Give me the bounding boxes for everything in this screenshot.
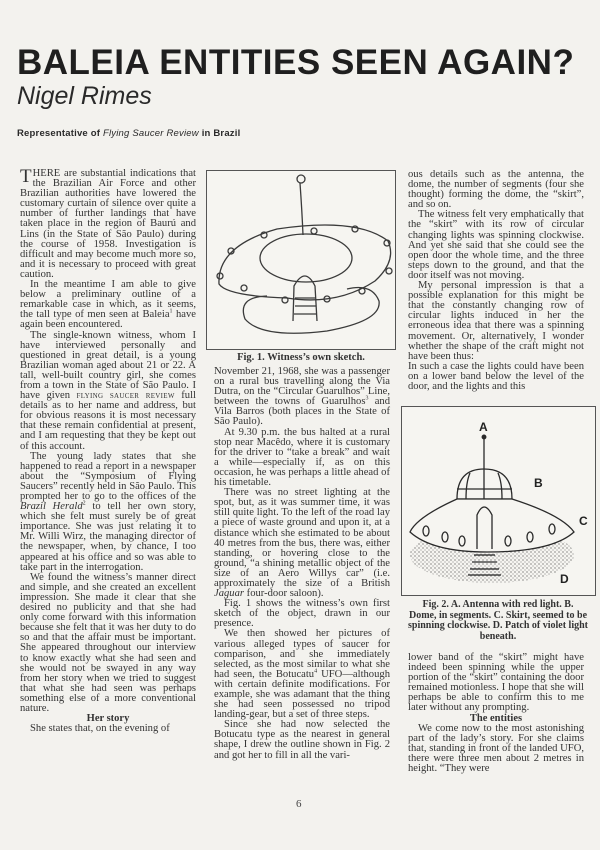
paragraph xyxy=(20,452,196,573)
car-name: Jaguar xyxy=(214,588,245,600)
paragraph-text: We then showed her pictures of various alleged types of saucer for comparison, and she immediately selected, as the most similar to what she had seen, the Botucatu xyxy=(214,628,390,680)
paragraph xyxy=(214,629,390,720)
label-d: D xyxy=(560,572,569,586)
paragraph xyxy=(20,166,196,280)
paragraph-text: November 21, 1968, she was a passenger on a rural bus travelling along the Via Dutra, on the “Circular Guarulhos” Line, between the towns of Guarulhos xyxy=(214,366,390,408)
paragraph xyxy=(214,488,390,599)
paragraph-text: In the meantime I am able to give below a preliminary outline of a remarkable case in which, as it seems, the tall type of men seen at Baleia xyxy=(20,279,196,321)
paragraph-text: full details as to her name and address, but for obvious reasons it is most necessary that these remain confidential at present, and I am requesting that they be kept out of this account. xyxy=(20,390,196,452)
byline-prefix: Representative of xyxy=(17,128,101,139)
ground-outline xyxy=(243,288,379,334)
footnote-ref: 3 xyxy=(365,395,369,402)
paragraph: At 9.30 p.m. the bus halted at a rural stop near Macêdo, where it is customary for the driver to “take a break” and wait a while—especially if, as on this occasion, he was perhaps a little ahead of his timetable. xyxy=(214,426,390,489)
footnote-ref: 4 xyxy=(314,668,318,675)
label-a: A xyxy=(479,420,488,434)
paragraph xyxy=(214,367,390,428)
antenna-light xyxy=(297,175,305,183)
paragraph-text: UFO—although with certain definite modifications. For example, she was adamant that the thing she had seen possessed no tripod landing-gear, but a set of three steps. xyxy=(214,668,390,721)
drop-cap: T xyxy=(20,166,32,187)
footnote-ref: 2 xyxy=(82,500,86,507)
paragraph: lower band of the “skirt” might have indeed been spinning while the upper portion of the “skirt” containing the door remained motionless. I hope that she will perhaps be able to confirm this to me later without any prompting. xyxy=(408,652,584,714)
paragraph-text: HERE are substantial indications that the Brazilian Air Force and other Brazilian authorities have lowered the customary curtain of silence over quite a number of further landings that have taken place in the region of Baurú and Lins (in the State of São Paulo) during the course of 1958. Investigation is difficult and may become much more so, and it is necessary to proceed with great caution. xyxy=(20,168,196,280)
byline-publication: Flying Saucer Review xyxy=(102,128,199,139)
antenna-light xyxy=(482,435,486,439)
newspaper-name: Brazil Herald xyxy=(20,501,83,513)
paragraph-text: have again been encountered. xyxy=(20,309,196,331)
paragraph-text: and Vila Barros (both places in the State of São Paulo). xyxy=(214,396,390,428)
paragraph xyxy=(20,331,196,452)
paragraph-text: The single-known witness, whom I have interviewed personally and questioned in great detail, is a young Brazilian woman aged about 21 or 22. A tall, well-built country girl, she comes from a town in the State of São Paulo. I have given xyxy=(20,329,196,402)
label-c: C xyxy=(579,514,588,528)
publication-name: flying saucer review xyxy=(76,391,175,402)
column-3 xyxy=(408,170,584,392)
ufo-sketch-drawing xyxy=(207,171,395,349)
paragraph: ous details such as the antenna, the dome, the number of segments (four she thought) forming the dome, the “skirt”, and so on. xyxy=(408,169,584,211)
paragraph: She states that, on the evening of xyxy=(30,723,170,735)
article-author: Nigel Rimes xyxy=(17,82,152,110)
section-heading-the-entities: The entities xyxy=(469,712,523,724)
byline-suffix: in Brazil xyxy=(201,128,241,139)
page-number: 6 xyxy=(296,798,302,810)
paragraph-text: There was no street lighting at the spot, but, as it was summer time, it was still quite light. To the left of the road lay a piece of waste ground and upon it, at a distance which she estimated to be about 40 metres from the bus, there was, either standing, or hovering close to the ground, “a shining metallic object of the size of an Aero Willys car” (i.e. approximately the size of a British xyxy=(214,487,390,589)
article-title: BALEIA ENTITIES SEEN AGAIN? xyxy=(17,43,575,82)
antenna-line xyxy=(300,183,303,235)
column-2 xyxy=(214,367,390,761)
figure-1-caption: Fig. 1. Witness’s own sketch. xyxy=(237,352,365,363)
paragraph: We come now to the most astonishing part of the lady’s story. For she claims that, standing in front of the landed UFO, there were three men about 2 metres in height. “They were xyxy=(408,722,584,775)
paragraph: My personal impression is that a possible explanation for this might be that the constantly changing row of circular lights induced in her the erroneous idea that there was a spinning movement. Or, alternatively, I wonder whether the shape of the craft might not have been thus: xyxy=(408,280,584,362)
paragraph: Since she had now selected the Botucatu type as the nearest in general shape, I drew the outline shown in Fig. 2 and got her to fill in all the vari- xyxy=(214,719,390,761)
paragraph: We found the witness’s manner direct and simple, and she created an excellent impression. She made it clear that she desired no publicity and that she had only come forward with this information because she felt that it was her duty to do so and that the affair must be important. She appeared throughout our interview to know exactly what she had seen and she would not be swayed in any way from her story when we tried to suggest that what she had seen was perhaps something else of a more conventional nature. xyxy=(20,571,196,714)
label-b: B xyxy=(534,476,543,490)
saucer-dome xyxy=(260,234,352,282)
figure-2-caption: Fig. 2. A. Antenna with red light. B. Dome, in segments. C. Skirt, seemed to be spinning clockwise. D. Patch of violet light beneath. xyxy=(408,599,589,642)
paragraph xyxy=(20,280,196,330)
figure-2-ufo-diagram xyxy=(401,406,596,596)
paragraph: Fig. 1 shows the witness’s own first sketch of the object, drawn in our presence. xyxy=(214,598,390,630)
paragraph-text: four-door saloon). xyxy=(244,588,324,600)
column-1 xyxy=(20,166,197,735)
paragraph-text: to tell her own story, which she felt must surely be of great importance. She was just relating it to Mr. Willi Wirz, the managing director of the newspaper, when, by chance, I too appeared at his office and so was able to take part in the interrogation. xyxy=(20,501,197,573)
figure-1-witness-sketch xyxy=(206,170,396,350)
author-byline xyxy=(17,128,240,139)
paragraph-text: The young lady states that she happened to read a report in a newspaper about the “Symposium of Flying Saucers” recently held in São Paulo. This prompted her to go to the offices of the xyxy=(20,450,196,502)
paragraph: The witness felt very emphatically that the “skirt” with its row of circular changing lights was spinning clockwise. And yet she said that she could see the open door the whole time, and the three steps down to the ground, and that the door itself was not moving. xyxy=(408,209,584,281)
section-heading-her-story: Her story xyxy=(86,713,130,725)
footnote-ref: 1 xyxy=(169,308,173,315)
paragraph: In such a case the lights could have been on a lower band below the level of the door, and the lights and this xyxy=(408,360,584,392)
ufo-diagram-drawing xyxy=(402,407,595,595)
column-3-continued xyxy=(408,653,584,774)
